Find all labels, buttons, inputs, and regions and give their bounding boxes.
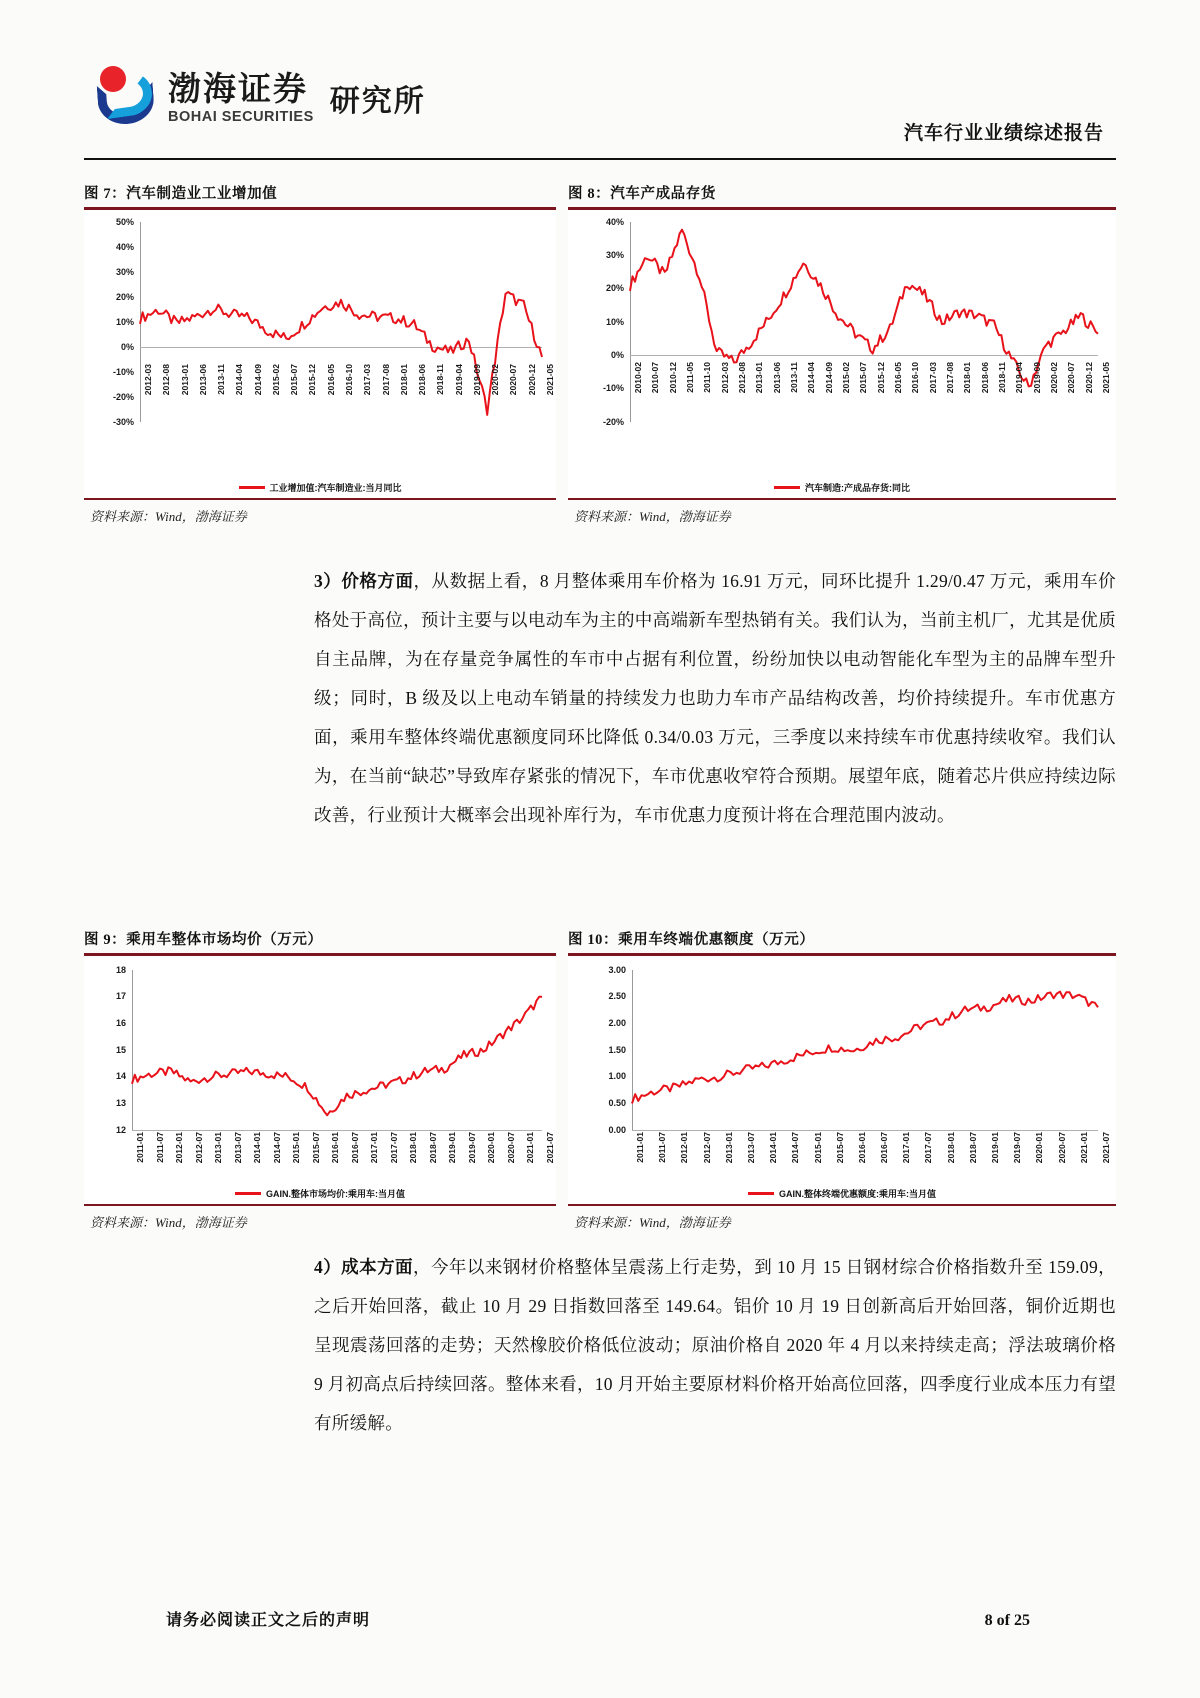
y-axis-tick-label: -10% — [602, 383, 624, 394]
x-axis-tick-label: 2013-11 — [216, 363, 227, 395]
x-axis-tick-label: 2014-07 — [271, 1131, 282, 1163]
paragraph-cost-lead: 4）成本方面 — [314, 1257, 414, 1277]
x-axis-tick-label: 2016-07 — [349, 1131, 360, 1163]
paragraph-cost — [314, 1248, 1116, 1443]
x-axis-tick-label: 2010-12 — [667, 361, 678, 393]
x-axis-tick-label: 2013-01 — [754, 361, 765, 393]
x-axis-tick-label: 2015-01 — [812, 1131, 823, 1163]
x-axis-tick-label: 2017-01 — [369, 1131, 380, 1163]
y-axis-tick-label: 17 — [115, 991, 126, 1002]
x-axis-tick-label: 2012-07 — [193, 1131, 204, 1163]
x-axis-tick-label: 2019-07 — [466, 1131, 477, 1163]
x-axis-tick-label: 2011-10 — [702, 361, 713, 393]
figure-8-chart — [568, 210, 1116, 498]
y-axis-tick-label: 2.00 — [608, 1017, 626, 1028]
x-axis-tick-label: 2020-02 — [1049, 361, 1059, 393]
figure-7 — [84, 182, 556, 525]
x-axis-tick-label: 2017-07 — [388, 1131, 399, 1163]
figure-9 — [84, 928, 556, 1231]
figure-10-title: 图 10：乘用车终端优惠额度（万元） — [568, 932, 815, 948]
x-axis-tick-label: 2015-07 — [310, 1131, 321, 1163]
legend-color-swatch — [235, 1192, 261, 1195]
paragraph-price-body: ，从数据上看，8 月整体乘用车价格为 16.91 万元，同环比提升 1.29/0.47 万元，乘用车价格处于高位，预计主要与以电动车为主的中高端新车型热销有关。我们认为，当前主机厂，尤其是优质自主品牌，为在存量竞争属性的车市中占据有利位置，纷纷加快以电动智能化车型为主的品牌车型升级；同时，B 级及以上电动车销量的持续发力也助力车市产品结构改善，均价持续提升。车市优惠方面，乘用车整体终端优惠额度同环比降低 0.34/0.03 万元，三季度以来持续车市优惠持续收窄。我们认为，在当前“缺芯”导致库存紧张的情况下，车市优惠收窄符合预期。展望年底，随着芯片供应持续边际改善，行业预计大概率会出现补库行为，车市优惠力度预计将在合理范围内波动。 — [314, 571, 1116, 825]
x-axis-tick-label: 2015-07 — [858, 361, 869, 393]
chart-legend — [568, 1187, 1116, 1200]
x-axis-tick-label: 2014-04 — [234, 363, 245, 395]
x-axis-tick-label: 2021-01 — [525, 1131, 536, 1163]
y-axis-tick-label: 20% — [115, 291, 134, 302]
x-axis-tick-label: 2016-05 — [893, 361, 903, 393]
x-axis-tick-label: 2020-01 — [486, 1131, 497, 1163]
logo-suffix: 研究所 — [329, 85, 426, 118]
x-axis-tick-label: 2019-04 — [1014, 361, 1025, 393]
x-axis-tick-label: 2010-02 — [633, 361, 643, 393]
y-axis-tick-label: 3.00 — [608, 964, 626, 975]
y-axis-tick-label: 14 — [115, 1071, 126, 1082]
x-axis-tick-label: 2021-07 — [1101, 1131, 1111, 1163]
x-axis-tick-label: 2016-10 — [910, 361, 921, 393]
logo-text — [168, 71, 314, 125]
paragraph-cost-body: ，今年以来钢材价格整体呈震荡上行走势，到 10 月 15 日钢材综合价格指数升至 159.09，之后开始回落，截止 10 月 29 日指数回落至 149.64。铝价 10 月 19 日创新高后开始回落，铜价近期也呈现震荡回落的走势；天然橡胶价格低位波动；原油价格自 2020 年 4 月以来持续走高；浮法玻璃价格 9 月初高点后持续回落。整体来看，10 月开始主要原材料价格开始高位回落，四季度行业成本压力有望有所缓解。 — [314, 1257, 1116, 1433]
y-axis-tick-label: 0.50 — [608, 1097, 626, 1108]
y-axis-tick-label: 30% — [115, 266, 134, 277]
x-axis-tick-label: 2015-07 — [834, 1131, 845, 1163]
x-axis-tick-label: 2014-01 — [768, 1131, 779, 1163]
figure-10 — [568, 928, 1116, 1231]
report-header-title: 汽车行业业绩综述报告 — [903, 123, 1104, 144]
page-header — [0, 0, 1200, 160]
x-axis-tick-label: 2014-04 — [806, 361, 817, 393]
x-axis-tick-label: 2014-07 — [790, 1131, 801, 1163]
x-axis-tick-label: 2017-08 — [945, 361, 955, 393]
x-axis-tick-label: 2020-01 — [1034, 1131, 1045, 1163]
x-axis-tick-label: 2019-04 — [453, 363, 464, 395]
figure-9-chart — [84, 956, 556, 1204]
figure-10-source: 资料来源：Wind，渤海证券 — [574, 1215, 731, 1230]
x-axis-tick-label: 2018-01 — [398, 363, 409, 395]
figure-9-title: 图 9：乘用车整体市场均价（万元） — [84, 932, 323, 948]
figure-10-chart — [568, 956, 1116, 1204]
y-axis-tick-label: -20% — [112, 391, 134, 402]
x-axis-tick-label: 2012-08 — [737, 361, 747, 393]
legend-label: GAIN.整体终端优惠额度:乘用车:当月值 — [779, 1188, 936, 1199]
x-axis-tick-label: 2021-07 — [545, 1131, 555, 1163]
x-axis-tick-label: 2019-09 — [471, 363, 482, 395]
y-axis-tick-label: 20% — [605, 283, 624, 294]
x-axis-tick-label: 2015-02 — [270, 363, 281, 395]
paragraph-price-lead: 3）价格方面 — [314, 571, 414, 591]
y-axis-tick-label: 30% — [605, 249, 624, 260]
x-axis-tick-label: 2021-05 — [1101, 361, 1111, 393]
legend-label: 工业增加值:汽车制造业:当月同比 — [269, 482, 402, 493]
x-axis-tick-label: 2015-01 — [291, 1131, 302, 1163]
x-axis-tick-label: 2010-07 — [650, 361, 661, 393]
x-axis-tick-label: 2020-02 — [490, 363, 501, 395]
footer-page-number: 8 of 25 — [984, 1612, 1030, 1629]
x-axis-tick-label: 2020-12 — [1083, 361, 1094, 393]
logo-name-cn: 渤海证券 — [168, 71, 308, 108]
chart-legend — [84, 1187, 556, 1200]
y-axis-tick-label: -10% — [112, 366, 134, 377]
figure-8 — [568, 182, 1116, 525]
figure-9-source: 资料来源：Wind，渤海证券 — [90, 1215, 247, 1230]
y-axis-tick-label: 1.00 — [608, 1071, 626, 1082]
legend-label: 汽车制造:产成品存货:同比 — [805, 482, 910, 493]
x-axis-tick-label: 2019-07 — [1012, 1131, 1023, 1163]
legend-color-swatch — [239, 486, 265, 489]
x-axis-tick-label: 2018-07 — [427, 1131, 438, 1163]
x-axis-tick-label: 2018-01 — [408, 1131, 419, 1163]
y-axis-tick-label: 2.50 — [608, 991, 626, 1002]
x-axis-tick-label: 2020-07 — [1066, 361, 1077, 393]
x-axis-tick-label: 2013-01 — [213, 1131, 224, 1163]
legend-label: GAIN.整体市场均价:乘用车:当月值 — [266, 1188, 405, 1199]
x-axis-tick-label: 2011-05 — [685, 361, 695, 393]
x-axis-tick-label: 2019-09 — [1031, 361, 1042, 393]
x-axis-tick-label: 2013-06 — [771, 361, 782, 393]
x-axis-tick-label: 2011-07 — [657, 1131, 668, 1163]
y-axis-tick-label: -30% — [112, 416, 134, 427]
x-axis-tick-label: 2012-07 — [701, 1131, 712, 1163]
chart-series-line — [568, 956, 1116, 1204]
x-axis-tick-label: 2015-07 — [289, 363, 300, 395]
x-axis-tick-label: 2020-07 — [508, 363, 519, 395]
logo-name-en: BOHAI SECURITIES — [168, 108, 314, 125]
y-axis-tick-label: 10% — [115, 316, 134, 327]
x-axis-tick-label: 2013-07 — [232, 1131, 243, 1163]
x-axis-tick-label: 2013-06 — [197, 363, 208, 395]
chart-series-line — [84, 210, 556, 498]
y-axis-tick-label: 18 — [115, 964, 126, 975]
figure-7-source: 资料来源：Wind，渤海证券 — [90, 509, 247, 524]
figure-8-title: 图 8：汽车产成品存货 — [568, 186, 716, 202]
x-axis-tick-label: 2018-01 — [962, 361, 973, 393]
x-axis-tick-label: 2017-07 — [923, 1131, 934, 1163]
y-axis-tick-label: 0.00 — [608, 1124, 626, 1135]
x-axis-tick-label: 2012-01 — [174, 1131, 185, 1163]
x-axis-tick-label: 2015-12 — [307, 363, 318, 395]
figure-7-chart — [84, 210, 556, 498]
x-axis-tick-label: 2011-01 — [635, 1131, 645, 1163]
x-axis-tick-label: 2021-05 — [545, 363, 555, 395]
x-axis-tick-label: 2013-11 — [789, 361, 799, 393]
x-axis-tick-label: 2015-12 — [875, 361, 886, 393]
figure-8-source: 资料来源：Wind，渤海证券 — [574, 509, 731, 524]
x-axis-tick-label: 2019-01 — [990, 1131, 1001, 1163]
x-axis-tick-label: 2018-07 — [967, 1131, 978, 1163]
y-axis-tick-label: 0% — [120, 341, 134, 352]
y-axis-tick-label: 40% — [115, 241, 134, 252]
x-axis-tick-label: 2018-11 — [435, 363, 446, 395]
x-axis-tick-label: 2016-05 — [325, 363, 336, 395]
header-divider — [84, 158, 1116, 160]
x-axis-tick-label: 2012-08 — [161, 363, 172, 395]
x-axis-tick-label: 2011-01 — [135, 1131, 145, 1163]
x-axis-tick-label: 2015-02 — [841, 361, 851, 393]
chart-series-line — [568, 210, 1116, 498]
footer-disclaimer: 请务必阅读正文之后的声明 — [166, 1612, 371, 1629]
x-axis-tick-label: 2016-10 — [344, 363, 354, 395]
y-axis-tick-label: 13 — [115, 1097, 126, 1108]
y-axis-tick-label: 50% — [115, 216, 134, 227]
x-axis-tick-label: 2013-01 — [723, 1131, 734, 1163]
bohai-logo-icon — [96, 62, 158, 124]
x-axis-tick-label: 2016-07 — [879, 1131, 890, 1163]
x-axis-tick-label: 2018-06 — [979, 361, 990, 393]
x-axis-tick-label: 2020-07 — [1056, 1131, 1067, 1163]
company-logo — [96, 62, 426, 124]
x-axis-tick-label: 2013-01 — [179, 363, 190, 395]
paragraph-price — [314, 562, 1116, 835]
y-axis-tick-label: 12 — [115, 1124, 126, 1135]
chart-series-line — [84, 956, 556, 1204]
y-axis-tick-label: 15 — [115, 1044, 126, 1055]
y-axis-tick-label: -20% — [602, 416, 624, 427]
x-axis-tick-label: 2020-07 — [505, 1131, 516, 1163]
chart-legend — [84, 481, 556, 494]
y-axis-tick-label: 16 — [115, 1017, 126, 1028]
x-axis-tick-label: 2019-01 — [447, 1131, 458, 1163]
x-axis-tick-label: 2014-09 — [823, 361, 834, 393]
legend-color-swatch — [774, 486, 800, 489]
x-axis-tick-label: 2012-03 — [143, 363, 153, 395]
x-axis-tick-label: 2017-03 — [927, 361, 938, 393]
x-axis-tick-label: 2018-06 — [417, 363, 428, 395]
x-axis-tick-label: 2016-01 — [856, 1131, 867, 1163]
x-axis-tick-label: 2017-08 — [380, 363, 391, 395]
x-axis-tick-label: 2021-01 — [1078, 1131, 1089, 1163]
x-axis-tick-label: 2018-01 — [945, 1131, 956, 1163]
x-axis-tick-label: 2016-01 — [330, 1131, 341, 1163]
x-axis-tick-label: 2012-01 — [679, 1131, 690, 1163]
x-axis-tick-label: 2012-03 — [719, 361, 730, 393]
y-axis-tick-label: 0% — [610, 349, 624, 360]
legend-color-swatch — [748, 1192, 774, 1195]
x-axis-tick-label: 2013-07 — [745, 1131, 756, 1163]
y-axis-tick-label: 40% — [605, 216, 624, 227]
x-axis-tick-label: 2017-03 — [362, 363, 373, 395]
x-axis-tick-label: 2011-07 — [154, 1131, 165, 1163]
y-axis-tick-label: 10% — [605, 316, 624, 327]
x-axis-tick-label: 2014-01 — [252, 1131, 263, 1163]
x-axis-tick-label: 2020-12 — [526, 363, 537, 395]
figure-7-title: 图 7：汽车制造业工业增加值 — [84, 186, 278, 202]
chart-legend — [568, 481, 1116, 494]
x-axis-tick-label: 2018-11 — [997, 361, 1007, 393]
y-axis-tick-label: 1.50 — [608, 1044, 626, 1055]
x-axis-tick-label: 2017-01 — [901, 1131, 912, 1163]
x-axis-tick-label: 2014-09 — [252, 363, 263, 395]
